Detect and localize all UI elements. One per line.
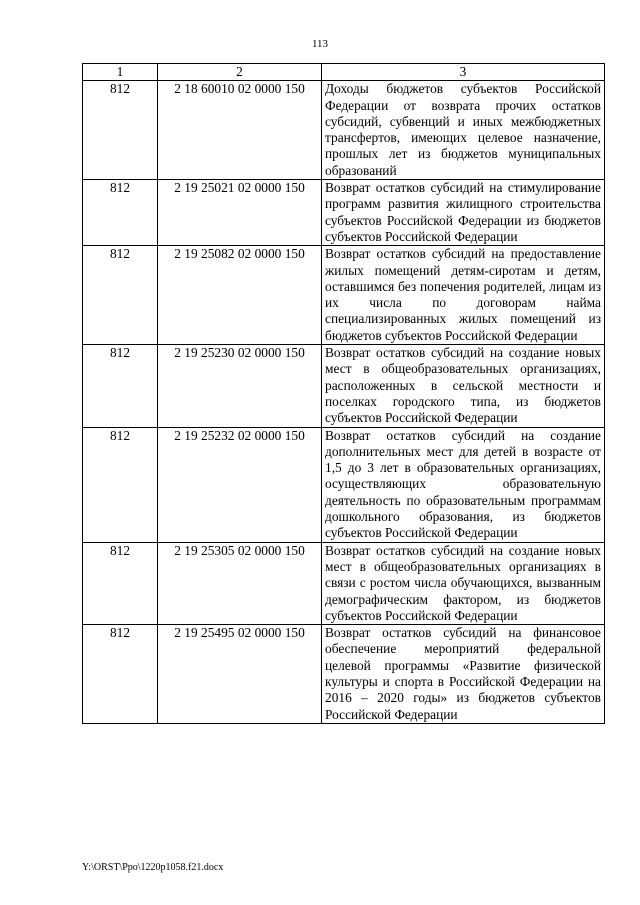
description-cell: Доходы бюджетов субъектов Российской Федерации от возврата прочих остатков субсидий, субвенций и иных межбюджетных трансфертов, имеющих целевое назначение, прошлых лет из бюджетов муниципальных образований: [322, 81, 605, 180]
table-row: [83, 427, 605, 542]
footer-file-path: Y:\ORST\Ppo\1220p1058.f21.docx: [82, 862, 224, 873]
page-number: 113: [311, 38, 329, 50]
header-row: [83, 64, 605, 81]
description-cell: Возврат остатков субсидий на стимулирование программ развития жилищного строительства субъектов Российской Федерации из бюджетов субъектов Российской Федерации: [322, 180, 605, 246]
admin-code-cell: 812: [83, 427, 158, 542]
budget-code-cell: 2 19 25230 02 0000 150: [158, 345, 322, 427]
admin-code-cell: 812: [83, 180, 158, 246]
budget-code-cell: 2 18 60010 02 0000 150: [158, 81, 322, 180]
column-header: 3: [322, 64, 605, 81]
table-row: [83, 345, 605, 427]
description-cell: Возврат остатков субсидий на создание новых мест в общеобразовательных организациях в связи с ростом числа обучающихся, вызванным демографическим фактором, из бюджетов субъектов Российской Федерации: [322, 542, 605, 624]
admin-code-cell: 812: [83, 542, 158, 624]
budget-classification-table: [82, 63, 605, 724]
budget-code-cell: 2 19 25082 02 0000 150: [158, 246, 322, 345]
description-cell: Возврат остатков субсидий на создание новых мест в общеобразовательных организациях, расположенных в сельской местности и поселках городского типа, из бюджетов субъектов Российской Федерации: [322, 345, 605, 427]
column-header: 2: [158, 64, 322, 81]
table-row: [83, 246, 605, 345]
description-cell: Возврат остатков субсидий на создание дополнительных мест для детей в возрасте от 1,5 до 3 лет в образовательных организациях, осуществляющих образовательную деятельность по образовательным программам дошкольного образования, из бюджетов субъектов Российской Федерации: [322, 427, 605, 542]
admin-code-cell: 812: [83, 81, 158, 180]
admin-code-cell: 812: [83, 246, 158, 345]
admin-code-cell: 812: [83, 345, 158, 427]
table-row: [83, 81, 605, 180]
description-cell: Возврат остатков субсидий на финансовое обеспечение мероприятий федеральной целевой программы «Развитие физической культуры и спорта в Российской Федерации на 2016 – 2020 годы» из бюджетов субъектов Российской Федерации: [322, 625, 605, 724]
table-row: [83, 542, 605, 624]
column-header: 1: [83, 64, 158, 81]
budget-code-cell: 2 19 25305 02 0000 150: [158, 542, 322, 624]
budget-code-cell: 2 19 25495 02 0000 150: [158, 625, 322, 724]
budget-code-cell: 2 19 25232 02 0000 150: [158, 427, 322, 542]
description-cell: Возврат остатков субсидий на предоставление жилых помещений детям-сиротам и детям, оставшимся без попечения родителей, лицам из их числа по договорам найма специализированных жилых помещений из бюджетов субъектов Российской Федерации: [322, 246, 605, 345]
table-row: [83, 625, 605, 724]
budget-code-cell: 2 19 25021 02 0000 150: [158, 180, 322, 246]
table-row: [83, 180, 605, 246]
admin-code-cell: 812: [83, 625, 158, 724]
